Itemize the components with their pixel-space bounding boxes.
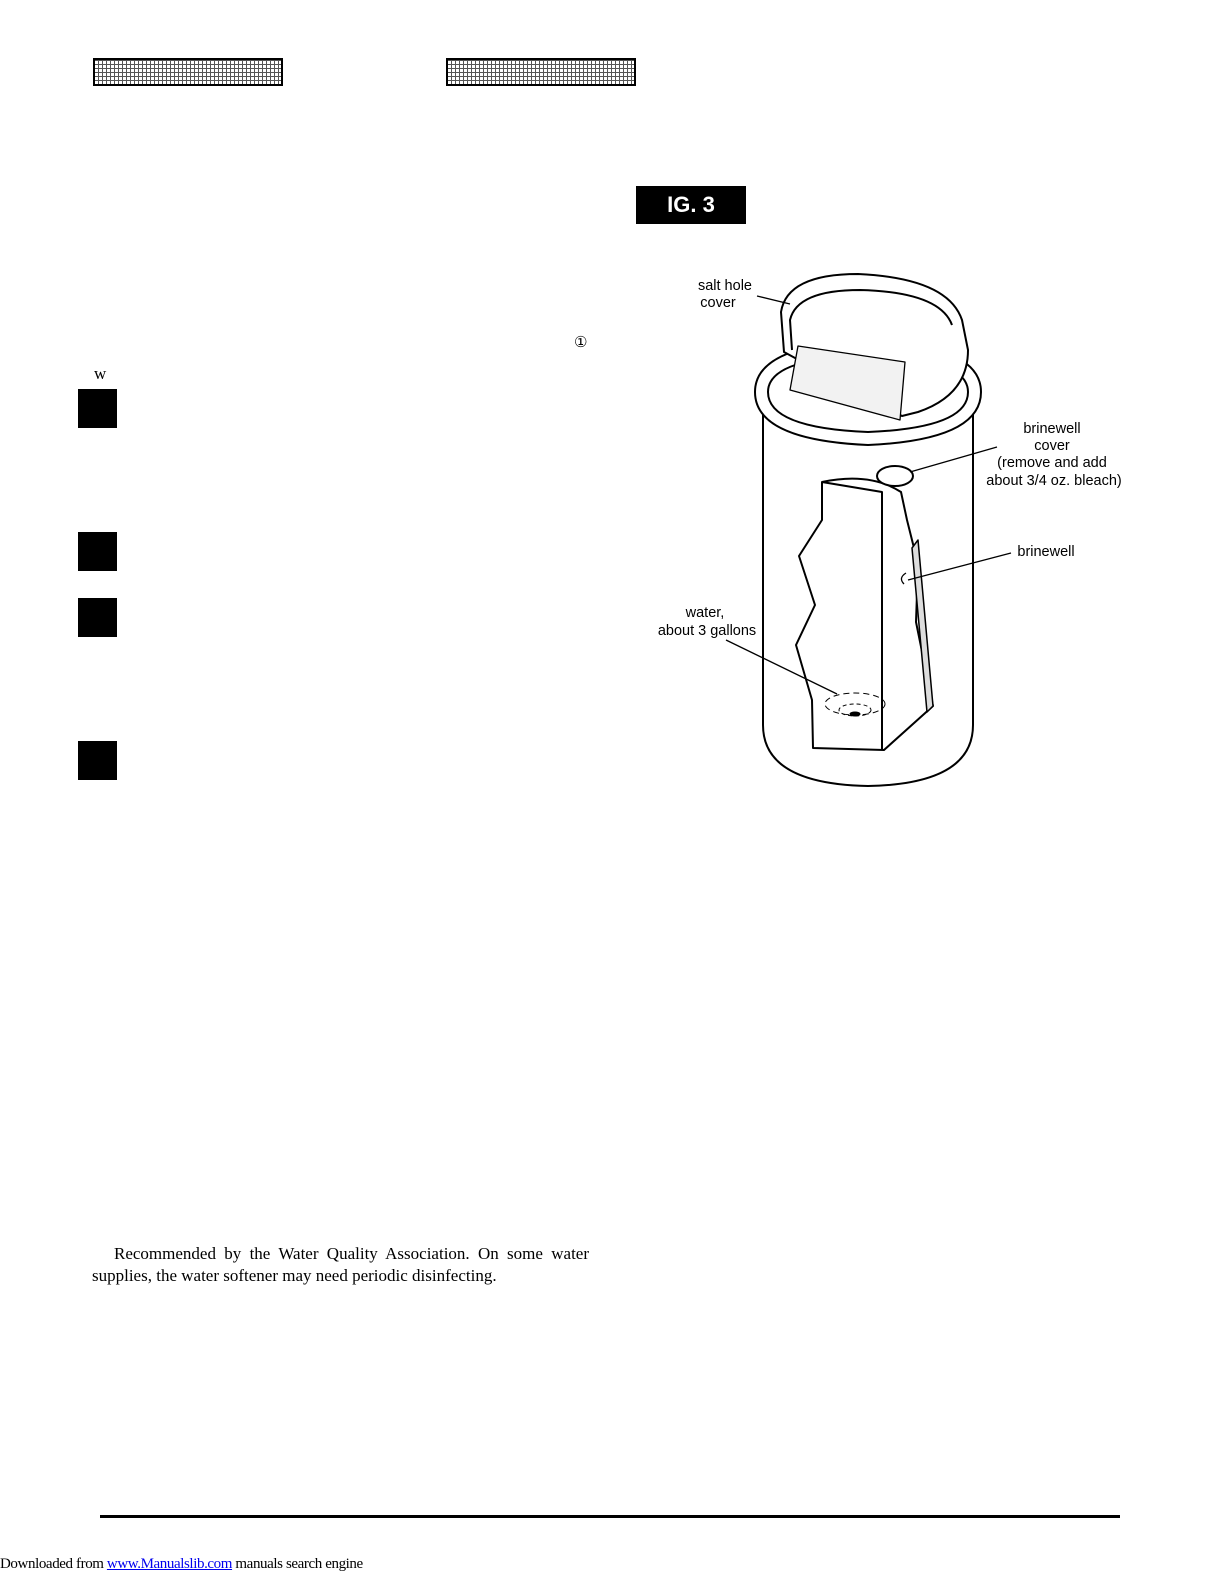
lone-letter: w — [94, 364, 107, 383]
brinewell-cutout — [796, 479, 933, 750]
svg-text:brinewell — [1017, 544, 1074, 560]
svg-text:water, about 3 gallons — [658, 605, 756, 639]
callout-salt-hole-cover-line1: salt hole — [697, 278, 752, 294]
brinewell-cover — [877, 466, 913, 486]
step-marker-3 — [78, 598, 117, 637]
source-prefix: Downloaded from — [0, 1556, 107, 1572]
callout-salt-hole-cover-line2: cover — [700, 295, 736, 311]
callout-brinewell-cover-line1: brinewell — [1023, 421, 1081, 437]
svg-text:salt hole cover — [698, 278, 756, 311]
step-marker-1 — [78, 389, 117, 428]
callout-brinewell: brinewell — [1017, 544, 1075, 560]
footer-rule — [100, 1515, 1120, 1518]
circled-mark: ① — [574, 333, 588, 351]
tank-rim — [755, 340, 981, 445]
step-marker-2 — [78, 532, 117, 571]
callout-brinewell-cover-line4: about 3/4 oz. bleach) — [986, 473, 1122, 489]
tank-body — [763, 392, 973, 786]
callout-water-line1: water, — [685, 605, 725, 621]
source-line — [0, 1556, 363, 1573]
callout-water-line2: about 3 gallons — [657, 623, 757, 639]
callout-brinewell-cover-line2: cover — [1034, 438, 1070, 454]
source-suffix: manuals search engine — [232, 1556, 363, 1572]
step-marker-4 — [78, 741, 117, 780]
footnote-text: Recommended by the Water Quality Association. On some water supplies, the water softener may need periodic disinfecting. — [92, 1244, 589, 1285]
figure-label: IG. 3 — [636, 186, 746, 224]
salt-hole-cover — [781, 274, 968, 416]
header-graphic-left — [93, 58, 283, 86]
header-graphic-right — [446, 58, 636, 86]
svg-text:brinewell cover (remov — [986, 421, 1121, 489]
source-link[interactable]: www.Manualslib.com — [106, 1556, 233, 1572]
callout-brinewell-cover-line3: (remove and add — [997, 455, 1107, 471]
